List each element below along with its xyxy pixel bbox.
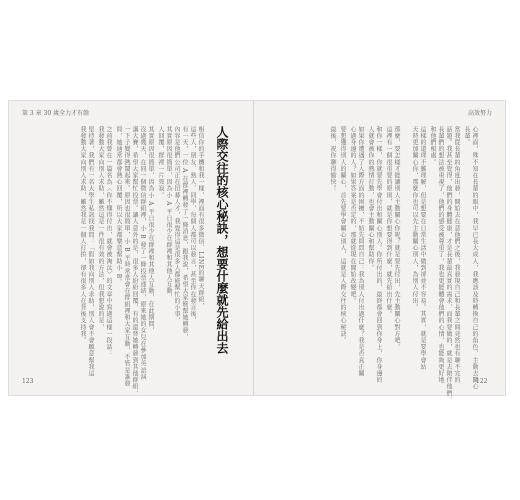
right-page-header: 高效努力: [468, 110, 493, 117]
right-text-column: 天時更加關心你，那麼你也可以先主動關心別人，為別人付出。: [411, 126, 418, 311]
right-text-column: 當我從長輩的角度出發，開始去在意他們之後，我發現自己和長輩之間竟然也有聊不完的: [453, 126, 460, 384]
right-text-column: 那麼，要怎樣才能讓別人主動關心你呢？就是要先付出，先主動關心對方吧。: [393, 126, 400, 351]
left-text-column: 人回覆，群裡一片死寂。: [157, 126, 164, 199]
left-text-column: 我發動大家向別人求助，雖然這是一件很有效的方法，但我想說的是，: [97, 126, 104, 331]
left-text-column: 其實原因很簡單，因為小 A 平日很少在群裡和其他人互動，在此期間，: [147, 126, 154, 334]
right-text-column: 人就會被你的熱情打動，也會主動關心和幫助你。: [367, 126, 374, 272]
right-text-column: 如果你遭遇了人際方面的困擾，不妨先問問自己：我為別人付出過什麼？我是否真正關: [357, 126, 364, 377]
left-text-column: 一下子變得熱鬧起來。原因也很簡單，小 B 平時常常會在群組裡和大家互動，不管是誰發: [123, 126, 130, 387]
book-gutter: [253, 100, 254, 396]
right-text-column: 心過身邊的人？如果答案是否定的，那就從現在開始改變吧。: [349, 126, 356, 305]
left-text-column: 有一天，一位 A 在群裡轉發了一條消息，跟我說，希望大家能幫她轉發，: [181, 126, 188, 341]
right-text-column: 話題。我甚至覺得，他們的身體健康，才是長輩最真實的需求，而我要做的，就是去陪伴他們、: [445, 126, 452, 404]
right-text-column: 這裡有一個很重要的原則，就是你想要得到什麼，就先給出什麼。: [385, 126, 392, 318]
left-text-column: 堅持著，我們有一名大學生私訊找我問：「假如我向別人求助，別人會不會願意幫我這: [87, 126, 94, 377]
right-text-column: 和他們相處。: [429, 126, 436, 166]
left-page-number: 123: [22, 378, 34, 385]
right-text-column: 心裡面，殊不知在長輩的眼中，我早已長大成人，我應該及時轉換自己的角色，主動去關心: [471, 126, 478, 390]
right-text-column: 長輩。: [463, 126, 470, 146]
right-text-column: 最後，祝你聊得愉快！: [329, 126, 336, 192]
left-text-column: 我發動大家向別人求助，雖然我是一個人打拚，卻有很多人在背後支持我。: [79, 126, 86, 344]
left-text-column: 沒過幾天，在同一個微信群組裡，小 B 發了一條投票連結，原來她的女兒在參加英語演: [139, 126, 146, 381]
section-title: 人際交往的核心秘訣，想要什麼就先給出去: [215, 126, 229, 354]
left-text-column: 問，她通常都會熱心回覆，所以大家都樂意幫助小 B。: [115, 126, 122, 286]
left-text-column: 相信你的手機和我一樣，裡面有很多微信、LINE的聊天群組，: [197, 126, 204, 310]
left-text-column: 其實原因很簡單，因為小 A 平日很少在群裡和其他人互動，: [165, 126, 172, 301]
left-text-column: 講大賽，希望大家幫忙投票。讓人意外的是，很多人紛紛回覆，有的還替她轉發到其他群組，: [131, 126, 138, 397]
left-text-column: 內容是他們公司正在招募人才，我覺得這是很多人都能幫忙的小事，: [173, 126, 180, 324]
right-text-column: 這樣的道理不難理解，但是想要在日常生活中做到卻並不容易。其實，就是要學會站: [419, 126, 426, 371]
right-text-column: 和你一樣，你就要先學會付出和關心別人。你所付出的，最終都會回到你身上，你身邊的: [375, 126, 382, 384]
right-text-column: 長輩們的想法被重視了，他們的感受被尊重了，我也更能體會他們的心情，也能夠更好地: [437, 126, 444, 384]
left-text-column: 這些人，朋友、熟人、同學，每個人都可以發言，甚至你在發言後，: [189, 126, 196, 324]
left-text-column: 之前我曾在一篇名為〈你不懂得付出，就會被淘汰〉的文章中寫過這樣一段話：: [105, 126, 112, 357]
left-page-header: 第 3 章 30 歲全力才有餘: [22, 110, 90, 117]
right-text-column: 要想獲得別人的關心，首先要學會關心別人，這就是人際交往的核心秘訣。: [339, 126, 346, 344]
right-page-number: 122: [476, 378, 488, 385]
